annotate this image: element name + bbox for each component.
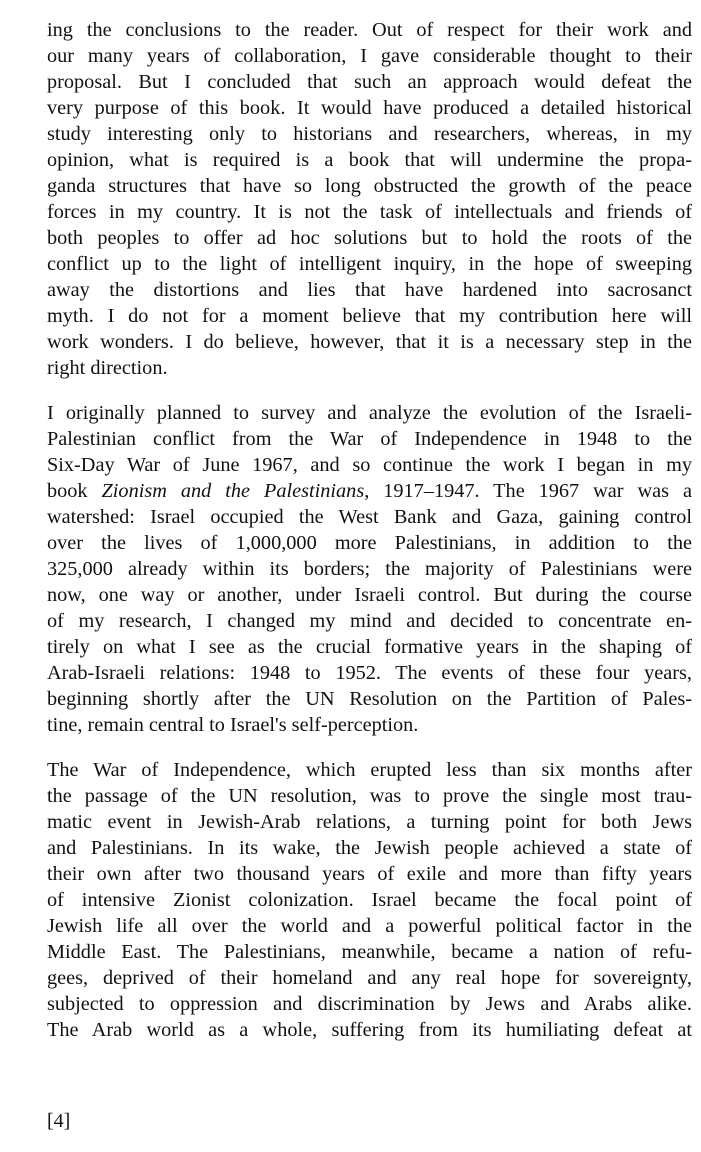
text-line: Arab-Israeli relations: 1948 to 1952. The events of these four years, <box>47 662 692 684</box>
text-line: proposal. But I concluded that such an approach would defeat the <box>47 71 692 93</box>
text-line: of intensive Zionist colonization. Israel became the focal point of <box>47 889 692 911</box>
text-line: of my research, I changed my mind and decided to concentrate en- <box>47 610 692 632</box>
text-line: forces in my country. It is not the task of intellectuals and friends of <box>47 201 692 223</box>
text-line: right direction. <box>47 357 168 379</box>
text-line: conflict up to the light of intelligent inquiry, in the hope of sweeping <box>47 253 692 275</box>
paragraph <box>47 400 692 738</box>
text-line: Palestinian conflict from the War of Independence in 1948 to the <box>47 428 692 450</box>
text-line: work wonders. I do believe, however, that it is a necessary step in the <box>47 331 692 353</box>
paragraph <box>47 17 692 381</box>
text-line: The Arab world as a whole, suffering from its humiliating defeat at <box>47 1019 692 1041</box>
text-line: watershed: Israel occupied the West Bank and Gaza, gaining control <box>47 506 692 528</box>
text-line: I originally planned to survey and analyze the evolution of the Israeli- <box>47 402 692 424</box>
text-line: Middle East. The Palestinians, meanwhile, became a nation of refu- <box>47 941 692 963</box>
text-line: tine, remain central to Israel's self-perception. <box>47 714 419 736</box>
text-line: The War of Independence, which erupted less than six months after <box>47 759 692 781</box>
text-line: subjected to oppression and discrimination by Jews and Arabs alike. <box>47 993 692 1015</box>
text-line: and Palestinians. In its wake, the Jewish people achieved a state of <box>47 837 692 859</box>
text-line: their own after two thousand years of exile and more than fifty years <box>47 863 692 885</box>
text-line: over the lives of 1,000,000 more Palestinians, in addition to the <box>47 532 692 554</box>
text-line: matic event in Jewish-Arab relations, a turning point for both Jews <box>47 811 692 833</box>
book-title: Zionism and the Palestinians <box>101 480 365 502</box>
document-body <box>47 17 692 1062</box>
text-line: away the distortions and lies that have hardened into sacrosanct <box>47 279 692 301</box>
text-line: very purpose of this book. It would have produced a detailed historical <box>47 97 692 119</box>
text-line: the passage of the UN resolution, was to prove the single most trau- <box>47 785 692 807</box>
text-line: book Zionism and the Palestinians, 1917–1947. The 1967 war was a <box>47 480 692 502</box>
text-line: study interesting only to historians and researchers, whereas, in my <box>47 123 692 145</box>
text-line: ing the conclusions to the reader. Out of respect for their work and <box>47 19 692 41</box>
text-line: 325,000 already within its borders; the majority of Palestinians were <box>47 558 692 580</box>
text-line: ganda structures that have so long obstructed the growth of the peace <box>47 175 692 197</box>
text-line: tirely on what I see as the crucial formative years in the shaping of <box>47 636 692 658</box>
text-line: opinion, what is required is a book that will undermine the propa- <box>47 149 692 171</box>
text-line: Six-Day War of June 1967, and so continue the work I began in my <box>47 454 692 476</box>
text-line: Jewish life all over the world and a powerful political factor in the <box>47 915 692 937</box>
text-line: myth. I do not for a moment believe that my contribution here will <box>47 305 692 327</box>
text-line: beginning shortly after the UN Resolution on the Partition of Pales- <box>47 688 692 710</box>
text-line: both peoples to offer ad hoc solutions but to hold the roots of the <box>47 227 692 249</box>
page-number: [4] <box>47 1110 71 1132</box>
text-line: gees, deprived of their homeland and any real hope for sovereignty, <box>47 967 692 989</box>
text-line: now, one way or another, under Israeli control. But during the course <box>47 584 692 606</box>
paragraph <box>47 757 692 1043</box>
text-line: our many years of collaboration, I gave considerable thought to their <box>47 45 692 67</box>
